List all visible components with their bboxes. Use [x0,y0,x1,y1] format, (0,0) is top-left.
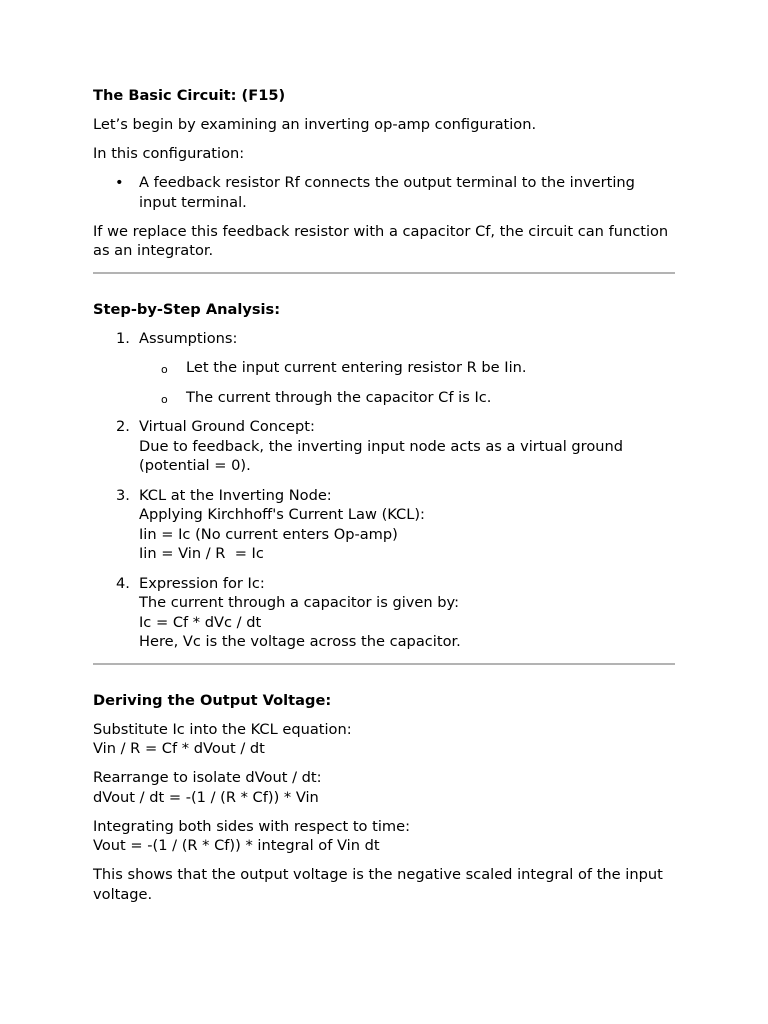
step-number: 4. [116,574,130,592]
step-number: 2. [116,418,130,435]
step-title: Assumptions: [139,329,238,347]
paragraph [93,817,675,856]
bullet-marker: • [115,174,124,191]
equation-line: Iin = Vin / R = Ic [139,545,264,562]
equation-line: Iin = Ic (No current enters Op-amp) [139,525,398,543]
paragraph: Let’s begin by examining an inverting op-amp configuration. [93,116,537,133]
paragraph [93,768,675,807]
paragraph: In this configuration: [93,145,245,162]
step-text: The current through a capacitor is given by: [139,594,460,611]
step-item [93,417,675,476]
section-heading-basic-circuit: The Basic Circuit: (F15) [93,87,286,104]
list-item-text: A feedback resistor Rf connects the output terminal to the inverting input terminal. [139,174,635,211]
paragraph-text: Substitute Ic into the KCL equation: [93,720,352,738]
divider [93,663,675,665]
sub-list-item-text: Let the input current entering resistor R be Iin. [186,359,527,376]
step-number: 3. [116,486,130,504]
paragraph [93,720,675,759]
step-number: 1. [116,329,130,347]
paragraph-text: Integrating both sides with respect to time: [93,817,411,835]
list-item [93,173,675,212]
document-body [93,86,675,914]
sub-list-item [139,388,675,408]
equation-line: Ic = Cf * dVc / dt [139,613,262,631]
equation-line: dVout / dt = -(1 / (R * Cf)) * Vin [93,788,319,806]
step-title: Expression for Ic: [139,574,265,592]
step-text: Due to feedback, the inverting input node acts as a virtual ground (potential = 0). [139,437,624,474]
paragraph [93,865,675,904]
sub-list-item-text: The current through the capacitor Cf is Ic. [186,388,492,406]
sub-bullet-marker: o [161,363,168,376]
sub-list-item [139,358,675,378]
step-title: KCL at the Inverting Node: [139,486,332,504]
equation-line: Vout = -(1 / (R * Cf)) * integral of Vin dt [93,837,380,854]
paragraph-text: Rearrange to isolate dVout / dt: [93,769,322,786]
step-title: Virtual Ground Concept: [139,418,315,435]
step-item [93,574,675,652]
section-heading-step-analysis: Step-by-Step Analysis: [93,300,281,318]
bullet-list [93,173,675,212]
step-text: Here, Vc is the voltage across the capacitor. [139,633,461,650]
step-text: Applying Kirchhoff's Current Law (KCL): [139,506,425,523]
step-list [93,329,675,652]
step-item [93,329,675,408]
paragraph: If we replace this feedback resistor with a capacitor Cf, the circuit can function as an integrator. [93,222,669,259]
equation-line: Vin / R = Cf * dVout / dt [93,740,265,757]
paragraph-text: This shows that the output voltage is the negative scaled integral of the input voltage. [93,866,663,903]
step-item [93,486,675,564]
sub-bullet-marker: o [161,392,168,406]
sub-list [139,358,675,407]
divider [93,272,675,274]
section-heading-output-voltage: Deriving the Output Voltage: [93,691,332,709]
